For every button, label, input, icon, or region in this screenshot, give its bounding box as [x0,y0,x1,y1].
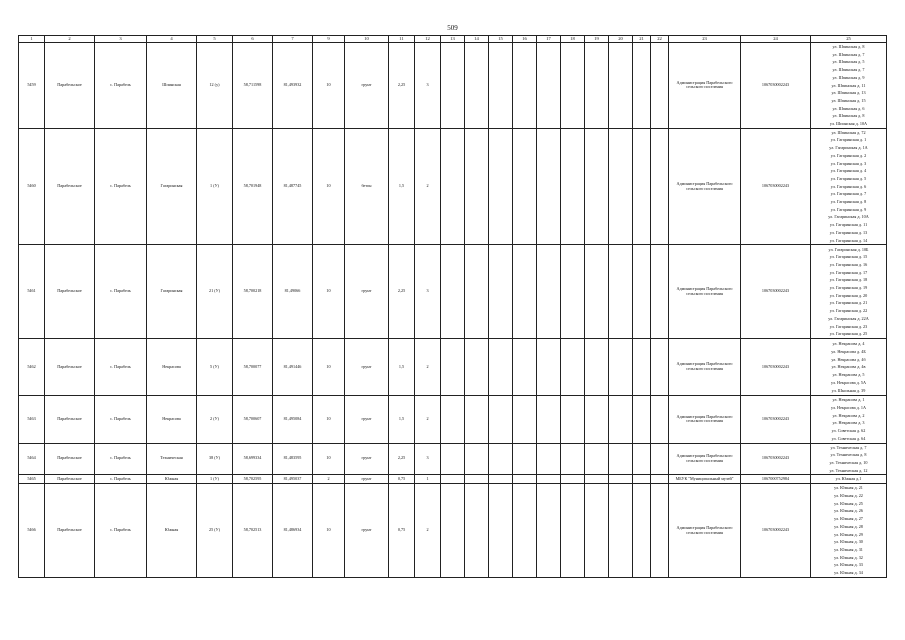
address-line: ул. Гагаринская д. 20 [829,292,868,298]
cell-addresses [811,43,887,129]
cell-addresses [811,396,887,443]
cell-empty [441,339,465,396]
cell-lat: 58,702595 [233,475,273,484]
address-line: ул. Шпинская д. 8 [832,113,865,119]
column-header: 14 [465,36,489,43]
cell-empty [513,443,537,475]
cell-street: Техническая [147,443,197,475]
cell-empty [441,43,465,129]
cell-house: 1 (У) [197,128,233,245]
cell-lat: 58,711598 [233,43,273,129]
cell-id: 5464 [19,443,45,475]
cell-lat: 58,700218 [233,245,273,339]
cell-empty [561,475,585,484]
address-line: ул. Южная д. 33 [834,562,863,568]
cell-house: 21 (У) [197,245,233,339]
cell-empty [561,443,585,475]
column-header: 13 [441,36,465,43]
address-line: ул. Южная д. 30 [834,539,863,545]
address-line: ул. Гагаринская д. 1 [830,137,867,143]
column-header: 12 [415,36,441,43]
address-line: ул. Некрасова д. 1А [830,404,867,410]
address-line: ул. Гагаринская д. 25 [829,331,868,337]
cell-empty [537,245,561,339]
cell-org: Администрация Парабельского сельского поселения [669,443,741,475]
cell-empty [465,484,489,577]
cell-c9: 10 [313,245,345,339]
column-header: 18 [561,36,585,43]
column-header: 15 [489,36,513,43]
cell-c10: грунт [345,475,389,484]
address-line: ул. Некрасова д. 1 [832,397,865,403]
cell-c10: бетон [345,128,389,245]
address-line: ул. Гагаринская д. 10А [828,214,869,220]
address-line: ул. Гагаринская д. 8 [830,199,867,205]
cell-c9: 10 [313,396,345,443]
cell-c10: грунт [345,339,389,396]
cell-house: 1 (У) [197,475,233,484]
cell-empty [489,396,513,443]
cell-empty [651,43,669,129]
cell-c11: 2,25 [389,443,415,475]
cell-empty [585,484,609,577]
column-header: 22 [651,36,669,43]
cell-empty [537,128,561,245]
table-row [19,484,887,577]
cell-street: Гагаринская [147,128,197,245]
cell-locality: с. Парабель [95,245,147,339]
cell-empty [513,128,537,245]
address-line: ул. Некрасова д. 4б [831,356,866,362]
cell-empty [651,245,669,339]
cell-empty [537,43,561,129]
cell-c9: 10 [313,339,345,396]
address-line: ул. Гагаринская д. 18 [829,277,868,283]
cell-id: 5463 [19,396,45,443]
cell-house: 25 (У) [197,484,233,577]
cell-empty [651,396,669,443]
cell-org: Администрация Парабельского сельского поселения [669,484,741,577]
cell-empty [513,484,537,577]
cell-settlement: Парабельское [45,484,95,577]
address-line: ул. Южная д. 27 [834,516,863,522]
cell-c11: 1,5 [389,128,415,245]
cell-empty [561,396,585,443]
cell-empty [633,443,651,475]
cell-c9: 10 [313,43,345,129]
table-row [19,475,887,484]
column-header: 11 [389,36,415,43]
address-line: ул. Гагаринская д. 16 [829,261,868,267]
address-line: ул. Шпинская д. 6 [832,105,865,111]
address-line: ул. Шпинская д. 8 [832,44,865,49]
cell-empty [609,245,633,339]
address-line: ул. Южная д. 26 [834,508,863,514]
cell-addresses [811,245,887,339]
cell-settlement: Парабельское [45,43,95,129]
address-line: ул. Гагаринская д. 10Б [828,246,869,252]
cell-empty [513,245,537,339]
address-line: ул. Южная д. 31 [834,546,863,552]
address-line: ул. Некрасова д. 2 [832,412,865,418]
column-header: 6 [233,36,273,43]
cell-empty [609,475,633,484]
cell-empty [441,443,465,475]
cell-ogrn: 1067030002243 [741,43,811,129]
cell-empty [609,396,633,443]
column-header: 23 [669,36,741,43]
cell-settlement: Парабельское [45,443,95,475]
column-header: 25 [811,36,887,43]
cell-locality: с. Парабель [95,396,147,443]
address-line: ул. Шпинская д. 9 [832,74,865,80]
cell-c12: 2 [415,128,441,245]
cell-lon: 81,493932 [273,43,313,129]
address-line: ул. Некрасова д. 4 [832,341,865,347]
cell-empty [633,43,651,129]
cell-lat: 58,700607 [233,396,273,443]
cell-c12: 3 [415,245,441,339]
cell-empty [651,339,669,396]
cell-empty [441,245,465,339]
cell-empty [609,484,633,577]
cell-empty [585,245,609,339]
cell-c11: 1,5 [389,396,415,443]
cell-empty [633,339,651,396]
address-line: ул. Гагаринская д. 3 [830,160,867,166]
cell-c9: 10 [313,128,345,245]
cell-c12: 2 [415,396,441,443]
cell-ogrn: 1067030002243 [741,245,811,339]
address-line: ул. Шпинская д. 7 [832,67,865,73]
cell-empty [609,339,633,396]
cell-empty [537,484,561,577]
cell-id: 5462 [19,339,45,396]
cell-c12: 3 [415,443,441,475]
cell-empty [513,396,537,443]
cell-empty [441,128,465,245]
cell-empty [609,128,633,245]
cell-org: Администрация Парабельского сельского поселения [669,245,741,339]
cell-addresses [811,339,887,396]
cell-empty [651,128,669,245]
cell-empty [633,128,651,245]
address-line: ул. Южная д.1 [835,476,862,482]
cell-settlement: Парабельское [45,475,95,484]
cell-settlement: Парабельское [45,128,95,245]
cell-lon: 81,49066 [273,245,313,339]
address-line: ул. Шпинская д. 5 [832,59,865,65]
cell-empty [561,339,585,396]
cell-c9: 10 [313,443,345,475]
cell-c10: грунт [345,443,389,475]
cell-c11: 1,5 [389,339,415,396]
cell-empty [489,43,513,129]
address-line: ул. Некрасова д. 3 [832,420,865,426]
address-line: ул. Некрасова д. 5А [830,379,867,385]
cell-c9: 2 [313,475,345,484]
table-row [19,396,887,443]
cell-lat: 58,700077 [233,339,273,396]
cell-org: Администрация Парабельского сельского поселения [669,339,741,396]
address-line: ул. Техническая д. 10 [829,459,868,465]
address-line: ул. Гагаринская д. 2 [830,152,867,158]
cell-id: 5459 [19,43,45,129]
address-line: ул. Техническая д. 8 [830,452,867,458]
cell-c10: грунт [345,396,389,443]
cell-ogrn: 1067030002243 [741,396,811,443]
cell-empty [609,443,633,475]
cell-ogrn: 1067000752984 [741,475,811,484]
address-line: ул. Шпинская д. 7 [832,51,865,57]
cell-empty [465,339,489,396]
address-line: ул. Гагаринская д. 13 [829,229,868,235]
cell-ogrn: 1067030002243 [741,339,811,396]
cell-locality: с. Парабель [95,43,147,129]
column-header: 24 [741,36,811,43]
cell-empty [585,128,609,245]
cell-street: Южная [147,475,197,484]
address-line: ул. Южная д. 32 [834,554,863,560]
address-line: ул. Гагаринская д. 22 [829,308,868,314]
cell-addresses [811,475,887,484]
column-header: 21 [633,36,651,43]
cell-settlement: Парабельское [45,245,95,339]
cell-empty [441,475,465,484]
cell-street: Гагаринская [147,245,197,339]
cell-empty [651,484,669,577]
column-header: 5 [197,36,233,43]
cell-lat: 58,702513 [233,484,273,577]
address-line: ул. Гагаринская д. 9 [830,206,867,212]
cell-id: 5461 [19,245,45,339]
cell-locality: с. Парабель [95,475,147,484]
cell-empty [465,43,489,129]
cell-lat: 58,701948 [233,128,273,245]
cell-empty [651,475,669,484]
cell-c12: 2 [415,484,441,577]
address-line: ул. Советская д. 64 [831,435,866,441]
address-line: ул. Южная д. 29 [834,531,863,537]
cell-locality: с. Парабель [95,443,147,475]
cell-empty [633,484,651,577]
cell-street: Некрасова [147,339,197,396]
column-header: 20 [609,36,633,43]
address-line: ул. Гагаринская д. 4 [830,168,867,174]
cell-empty [585,43,609,129]
address-line: ул. Гагаринская д. 22А [828,315,869,321]
address-line: ул. Южная д. 22 [834,493,863,499]
cell-street: Некрасова [147,396,197,443]
cell-empty [561,245,585,339]
cell-c11: 0,75 [389,484,415,577]
address-line: ул. Техническая д. 12 [829,467,868,473]
cell-house: 5 (У) [197,339,233,396]
table-row [19,339,887,396]
address-line: ул. Южная д. 34 [834,570,863,576]
cell-empty [489,475,513,484]
cell-locality: с. Парабель [95,484,147,577]
address-line: ул. Шпинская д. 10А [829,121,868,127]
cell-lon: 81,487745 [273,128,313,245]
cell-empty [609,43,633,129]
cell-lon: 81,486934 [273,484,313,577]
cell-settlement: Парабельское [45,339,95,396]
column-header: 10 [345,36,389,43]
address-line: ул. Школьная д. 39 [831,387,866,393]
cell-house: 2 (У) [197,396,233,443]
address-line: ул. Гагаринская д. 15 [829,254,868,260]
cell-empty [633,475,651,484]
address-line: ул. Гагаринская д. 19 [829,285,868,291]
cell-empty [513,339,537,396]
address-line: ул. Советская д. 62 [831,428,866,434]
column-header: 16 [513,36,537,43]
column-header: 17 [537,36,561,43]
cell-empty [465,128,489,245]
cell-empty [585,443,609,475]
address-line: ул. Гагаринская д. 21 [829,300,868,306]
address-line: ул. Южная д. 21 [834,485,863,491]
cell-addresses [811,443,887,475]
cell-empty [651,443,669,475]
cell-locality: с. Парабель [95,339,147,396]
address-line: ул. Южная д. 28 [834,523,863,529]
address-line: ул. Шпинская д. 11 [831,82,866,88]
cell-empty [513,43,537,129]
cell-empty [537,339,561,396]
cell-addresses [811,484,887,577]
cell-empty [633,396,651,443]
cell-empty [537,475,561,484]
cell-empty [585,475,609,484]
cell-house: 12 (у) [197,43,233,129]
cell-org: Администрация Парабельского сельского поселения [669,396,741,443]
cell-empty [489,128,513,245]
table-row [19,43,887,129]
cell-c10: грунт [345,484,389,577]
cell-empty [465,475,489,484]
cell-empty [441,396,465,443]
address-line: ул. Некрасова д. 4Б [831,349,866,355]
cell-ogrn: 1067030002243 [741,128,811,245]
registry-table [18,35,887,578]
address-line: ул. Техническая д. 7 [830,444,867,450]
address-line: ул. Южная д. 25 [834,500,863,506]
address-line: ул. Некрасова д. 4в [831,364,866,370]
column-header: 3 [95,36,147,43]
page-number: 509 [447,24,458,32]
cell-c11: 0,75 [389,475,415,484]
cell-c10: грунт [345,43,389,129]
cell-empty [537,396,561,443]
cell-street: Шпинская [147,43,197,129]
cell-locality: с. Парабель [95,128,147,245]
cell-empty [465,396,489,443]
address-line: ул. Шпинская д. 13 [831,90,866,96]
table-row [19,443,887,475]
cell-lon: 81,491446 [273,339,313,396]
cell-lon: 81,483595 [273,443,313,475]
cell-org: Администрация Парабельского сельского поселения [669,43,741,129]
address-line: ул. Гагаринская д. 7 [830,191,867,197]
cell-lat: 58,699334 [233,443,273,475]
address-line: ул. Гагаринская д. 11 [829,222,868,228]
address-line: ул. Гагаринская д. 17 [829,269,868,275]
cell-empty [513,475,537,484]
cell-c12: 1 [415,475,441,484]
cell-empty [585,396,609,443]
cell-empty [561,43,585,129]
address-line: ул. Гагаринская д. 23 [829,323,868,329]
cell-empty [633,245,651,339]
cell-id: 5465 [19,475,45,484]
cell-c12: 2 [415,339,441,396]
cell-street: Южная [147,484,197,577]
column-header: 4 [147,36,197,43]
cell-empty [537,443,561,475]
address-line: ул. Гагаринская д. 1А [829,145,868,151]
cell-empty [465,443,489,475]
cell-id: 5460 [19,128,45,245]
cell-empty [561,484,585,577]
cell-empty [489,339,513,396]
cell-lon: 81,495037 [273,475,313,484]
cell-addresses [811,128,887,245]
cell-c11: 2,25 [389,43,415,129]
cell-c9: 10 [313,484,345,577]
cell-c12: 3 [415,43,441,129]
table-row [19,128,887,245]
cell-c10: грунт [345,245,389,339]
column-header: 19 [585,36,609,43]
column-header: 1 [19,36,45,43]
address-line: ул. Гагаринская д. 5 [830,175,867,181]
table-row [19,245,887,339]
cell-settlement: Парабельское [45,396,95,443]
cell-lon: 81,495084 [273,396,313,443]
address-line: ул. Некрасова д. 5 [832,372,865,378]
cell-empty [585,339,609,396]
address-line: ул. Шпинская д. 72 [831,129,866,135]
header-row [19,36,887,43]
column-header: 2 [45,36,95,43]
cell-org: Администрация Парабельского сельского поселения [669,128,741,245]
cell-org: МБУК "Муниципальный музей" [669,475,741,484]
address-line: ул. Гагаринская д. 6 [830,183,867,189]
cell-empty [441,484,465,577]
cell-empty [489,443,513,475]
cell-empty [465,245,489,339]
column-header: 9 [313,36,345,43]
cell-empty [561,128,585,245]
cell-ogrn: 1067030002243 [741,484,811,577]
address-line: ул. Гагаринская д. 14 [829,237,868,243]
cell-ogrn: 1067030002243 [741,443,811,475]
address-line: ул. Шпинская д. 15 [831,97,866,103]
cell-empty [489,484,513,577]
cell-house: 38 (У) [197,443,233,475]
cell-id: 5466 [19,484,45,577]
column-header: 7 [273,36,313,43]
cell-empty [489,245,513,339]
cell-c11: 2,25 [389,245,415,339]
